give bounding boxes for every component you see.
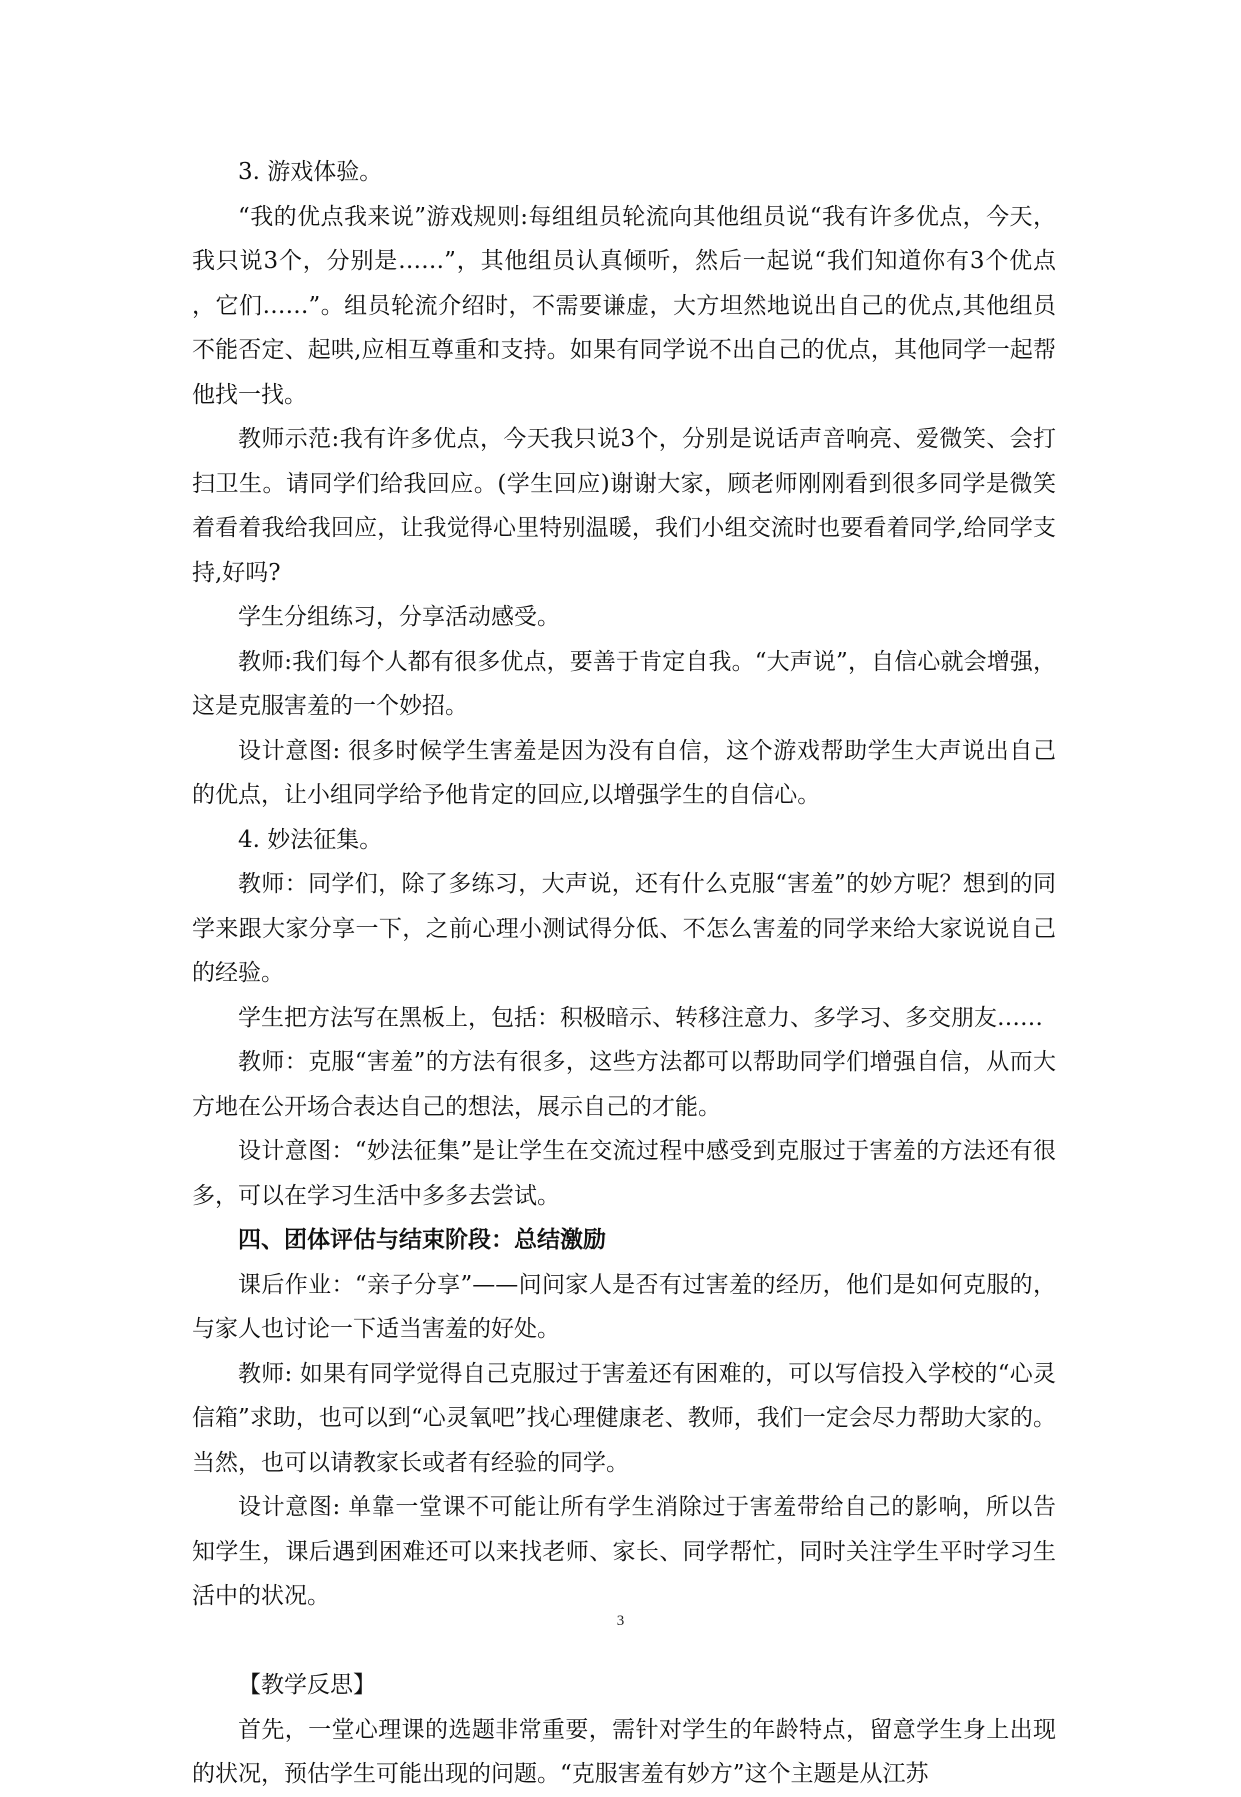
- paragraph-teacher-question: 教师：同学们，除了多练习，大声说，还有什么克服“害羞”的妙方呢？想到的同学来跟大家分享一下，之前心理小测试得分低、不怎么害羞的同学来给大家说说自己的经验。: [192, 871, 1056, 986]
- paragraph-teacher-help: 教师: 如果有同学觉得自己克服过于害羞还有困难的，可以写信投入学校的“心灵信箱”求助，也可以到“心灵氧吧”找心理健康老、教师，我们一定会尽力帮助大家的。当然，也可以请教家长或者有经验的同学。: [192, 1360, 1056, 1476]
- paragraph-design-intent-3: 设计意图: 单靠一堂课不可能让所有学生消除过于害羞带给自己的影响，所以告知学生，课后遇到困难还可以来找老师、家长、同学帮忙，同时关注学生平时学习生活中的状况。: [192, 1494, 1056, 1609]
- page-number: 3: [616, 1613, 625, 1629]
- paragraph-design-intent-1: 设计意图: 很多时候学生害羞是因为没有自信，这个游戏帮助学生大声说出自己的优点，让小组同学给予他肯定的回应,以增强学生的自信心。: [192, 737, 1056, 808]
- paragraph-student-methods: 学生把方法写在黑板上，包括：积极暗示、转移注意力、多学习、多交朋友……: [238, 1004, 1043, 1031]
- subsection-title-game: 3. 游戏体验。: [238, 159, 383, 185]
- paragraph-teacher-summary: 教师:我们每个人都有很多优点，要善于肯定自我。“大声说”，自信心就会增强，这是克服害羞的一个妙招。: [192, 648, 1056, 719]
- paragraph-design-intent-2: 设计意图：“妙法征集”是让学生在交流过程中感受到克服过于害羞的方法还有很多，可以在学习生活中多多去尝试。: [192, 1138, 1056, 1209]
- reflection-title: 【教学反思】: [238, 1672, 376, 1698]
- subsection-title-methods: 4. 妙法征集。: [238, 826, 383, 853]
- paragraph-game-rules: “我的优点我来说”游戏规则:每组组员轮流向其他组员说“我有许多优点，今天，我只说3个，分别是……”，其他组员认真倾听，然后一起说“我们知道你有3个优点 ，它们……”。组员轮流介绍时，不需要谦虚，大方坦然地说出自己的优点,其他组员不能否定、起哄,应相互尊重和支持。如果有同学说不出自己的优点，其他同学一起帮他找一找。: [192, 203, 1056, 408]
- section-heading: 四、团体评估与结束阶段：总结激励: [238, 1227, 606, 1253]
- paragraph-teacher-demo: 教师示范:我有许多优点，今天我只说3个，分别是说话声音响亮、爱微笑、会打扫卫生。请同学们给我回应。(学生回应)谢谢大家，顾老师刚刚看到很多同学是微笑着看着我给我回应，让我觉得心里特别温暖，我们小组交流时也要看着同学,给同学支持,好吗?: [192, 426, 1056, 586]
- page-content: [192, 150, 1056, 1797]
- paragraph-teacher-methods: 教师：克服“害羞”的方法有很多，这些方法都可以帮助同学们增强自信，从而大方地在公开场合表达自己的想法，展示自己的才能。: [192, 1049, 1056, 1120]
- paragraph-student-practice: 学生分组练习，分享活动感受。: [238, 604, 560, 630]
- paragraph-reflection: 首先，一堂心理课的选题非常重要，需针对学生的年龄特点，留意学生身上出现的状况，预估学生可能出现的问题。“克服害羞有妙方”这个主题是从江苏: [192, 1716, 1056, 1787]
- paragraph-homework: 课后作业：“亲子分享”——问问家人是否有过害羞的经历，他们是如何克服的，与家人也讨论一下适当害羞的好处。: [192, 1271, 1056, 1342]
